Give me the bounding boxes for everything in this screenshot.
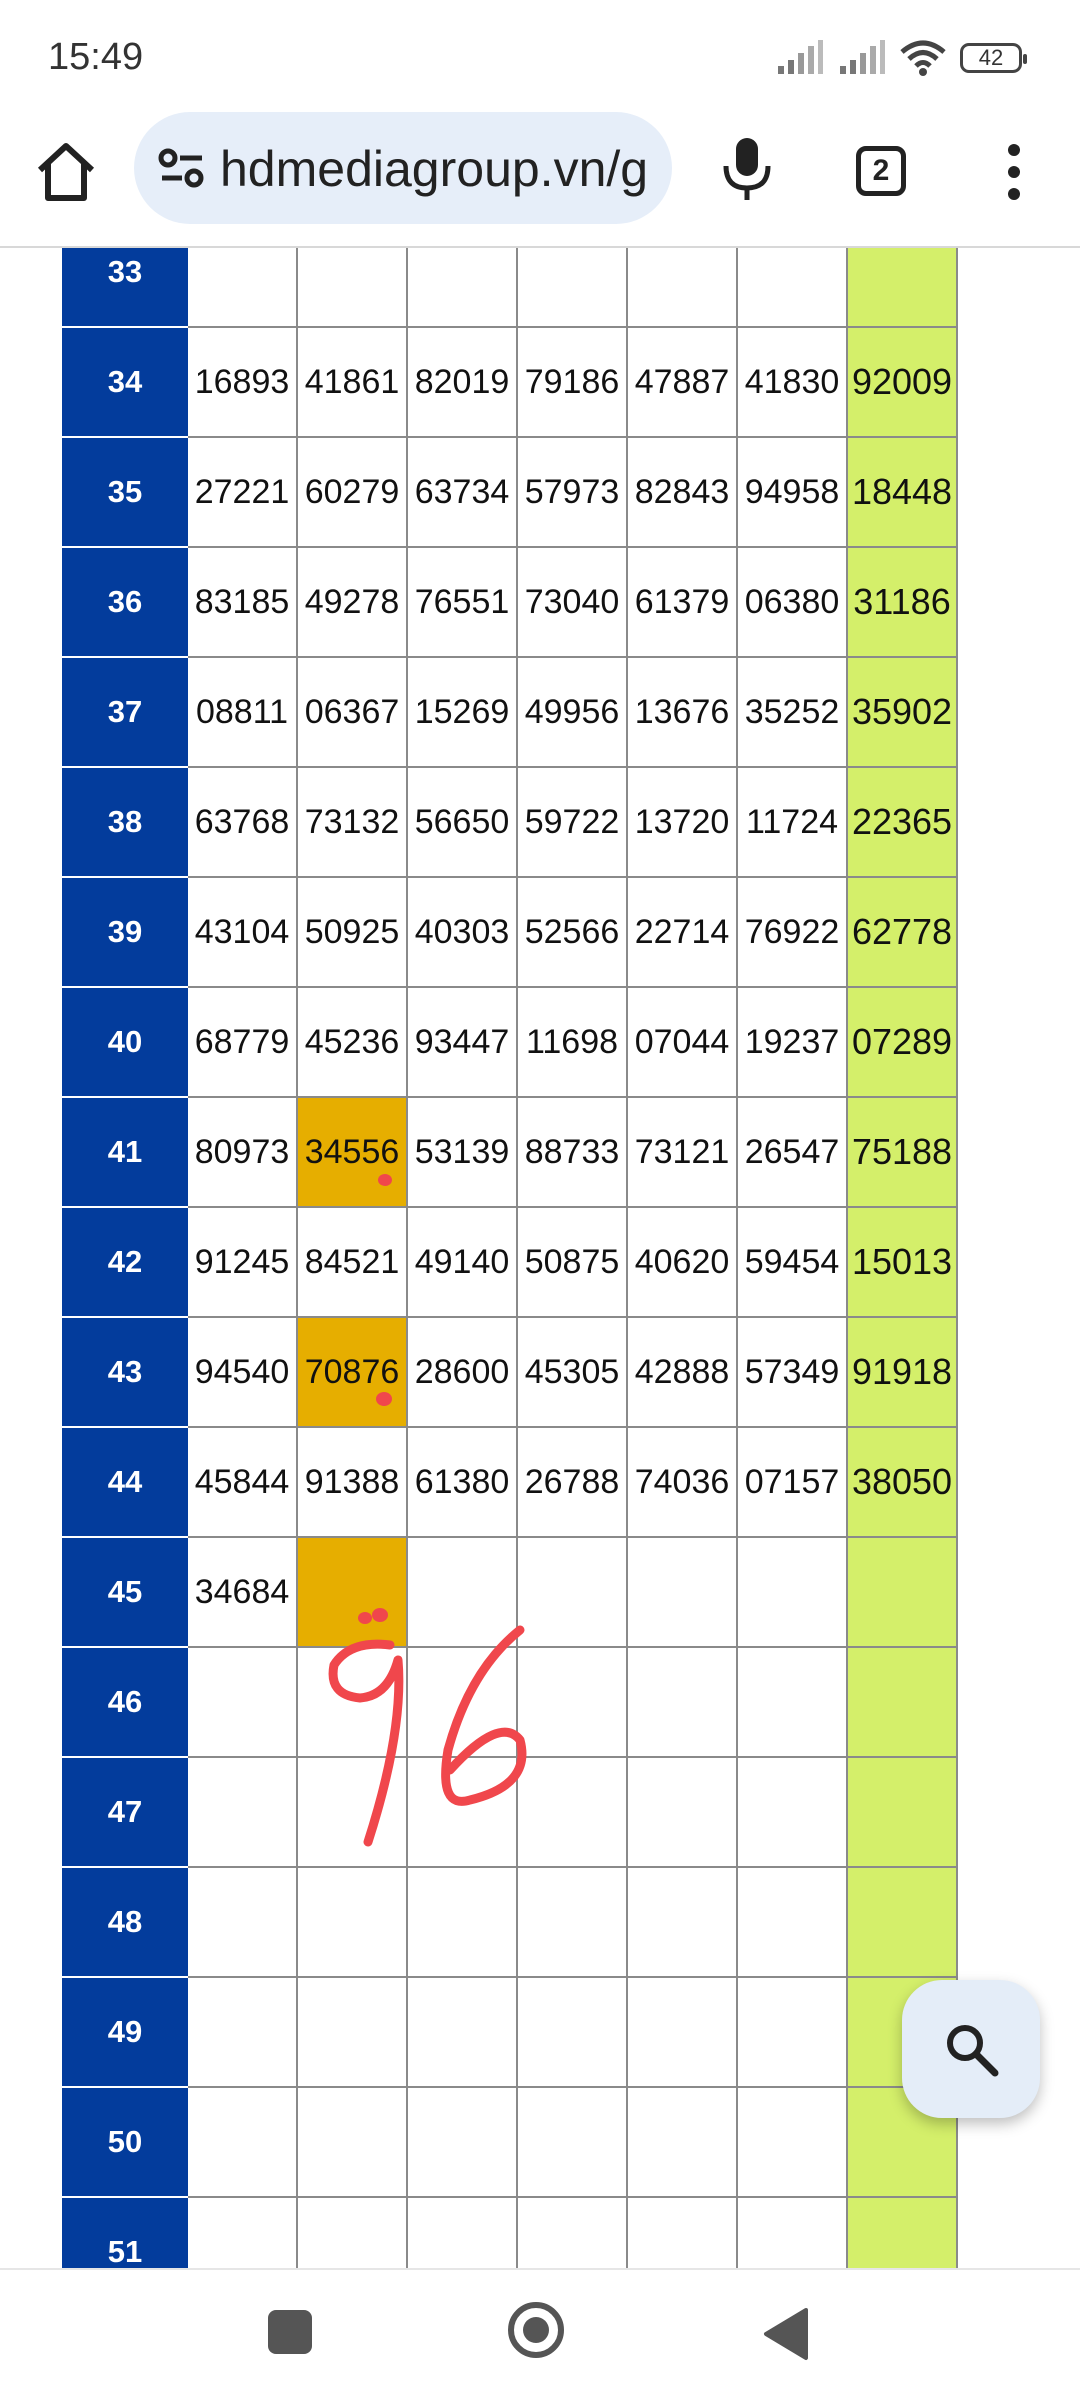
table-cell	[407, 1977, 517, 2087]
row-index: 45	[63, 1537, 187, 1647]
row-index: 37	[63, 657, 187, 767]
table-cell: 16893	[187, 327, 297, 437]
table-cell	[737, 1757, 847, 1867]
table-row	[63, 1427, 957, 1537]
row-index: 40	[63, 987, 187, 1097]
row-index: 35	[63, 437, 187, 547]
table-cell	[737, 2087, 847, 2197]
table-cell: 49278	[297, 547, 407, 657]
table-cell: 47887	[627, 327, 737, 437]
table-cell	[627, 1757, 737, 1867]
result-cell: 38050	[847, 1427, 957, 1537]
table-cell: 40620	[627, 1207, 737, 1317]
table-cell: 76922	[737, 877, 847, 987]
row-index: 39	[63, 877, 187, 987]
table-row	[63, 767, 957, 877]
table-cell	[627, 2087, 737, 2197]
table-cell: 41830	[737, 327, 847, 437]
table-cell: 74036	[627, 1427, 737, 1537]
result-cell: 15013	[847, 1207, 957, 1317]
result-cell	[847, 248, 957, 327]
table-cell: 50875	[517, 1207, 627, 1317]
results-table-viewport[interactable]	[0, 248, 1080, 2268]
row-index: 48	[63, 1867, 187, 1977]
table-cell: 60279	[297, 437, 407, 547]
table-cell: 73121	[627, 1097, 737, 1207]
table-cell: 76551	[407, 547, 517, 657]
table-row	[63, 1097, 957, 1207]
table-cell: 45844	[187, 1427, 297, 1537]
table-cell	[737, 2197, 847, 2268]
table-cell: 35252	[737, 657, 847, 767]
more-vert-icon[interactable]	[996, 142, 1032, 202]
wifi-icon	[900, 40, 946, 76]
table-cell: 26788	[517, 1427, 627, 1537]
table-cell: 63768	[187, 767, 297, 877]
table-cell	[187, 248, 297, 327]
nav-back-icon[interactable]	[760, 2306, 810, 2362]
tune-icon[interactable]	[156, 142, 208, 194]
address-bar[interactable]	[134, 112, 672, 224]
table-cell: 13720	[627, 767, 737, 877]
table-cell	[627, 1867, 737, 1977]
table-cell	[737, 1977, 847, 2087]
table-cell: 11724	[737, 767, 847, 877]
result-cell	[847, 1757, 957, 1867]
result-cell: 22365	[847, 767, 957, 877]
table-row	[63, 987, 957, 1097]
ink-mark: 34556	[298, 1098, 406, 1206]
table-cell: 79186	[517, 327, 627, 437]
table-cell: 49140	[407, 1207, 517, 1317]
table-row	[63, 2087, 957, 2197]
table-cell: 07044	[627, 987, 737, 1097]
table-cell: 94958	[737, 437, 847, 547]
row-index: 49	[63, 1977, 187, 2087]
table-cell	[187, 2087, 297, 2197]
result-cell	[847, 1537, 957, 1647]
table-cell	[407, 2087, 517, 2197]
table-cell	[187, 1867, 297, 1977]
signal-icon-2	[838, 40, 886, 76]
table-cell	[517, 2197, 627, 2268]
row-index: 34	[63, 327, 187, 437]
table-cell: 83185	[187, 547, 297, 657]
table-cell	[407, 1867, 517, 1977]
table-cell: 68779	[187, 987, 297, 1097]
table-cell	[627, 1977, 737, 2087]
row-index: 43	[63, 1317, 187, 1427]
table-cell	[627, 2197, 737, 2268]
nav-recents-icon[interactable]	[268, 2310, 312, 2354]
result-cell: 62778	[847, 877, 957, 987]
table-cell	[737, 1537, 847, 1647]
table-cell: 45236	[297, 987, 407, 1097]
table-cell: 08811	[187, 657, 297, 767]
table-row	[63, 327, 957, 437]
table-cell	[187, 1757, 297, 1867]
row-index: 33	[63, 248, 187, 327]
table-row	[63, 657, 957, 767]
url-text[interactable]: hdmediagroup.vn/g	[220, 141, 649, 197]
table-cell: 49956	[517, 657, 627, 767]
system-nav-bar	[0, 2268, 1080, 2402]
table-cell: 73132	[297, 767, 407, 877]
table-cell	[737, 1867, 847, 1977]
row-index: 51	[63, 2197, 187, 2268]
table-cell: 59722	[517, 767, 627, 877]
table-cell: 07157	[737, 1427, 847, 1537]
row-index: 41	[63, 1097, 187, 1207]
table-cell: 28600	[407, 1317, 517, 1427]
table-row	[63, 437, 957, 547]
table-cell: 22714	[627, 877, 737, 987]
highlighted-cell	[297, 1097, 407, 1207]
table-cell: 57349	[737, 1317, 847, 1427]
table-cell	[297, 2197, 407, 2268]
table-cell: 50925	[297, 877, 407, 987]
table-cell	[297, 1867, 407, 1977]
table-cell	[187, 1647, 297, 1757]
browser-toolbar	[0, 112, 1080, 246]
table-cell	[737, 1647, 847, 1757]
table-cell: 52566	[517, 877, 627, 987]
table-cell	[297, 2087, 407, 2197]
table-cell	[187, 2197, 297, 2268]
ink-mark: 70876	[298, 1318, 406, 1426]
table-cell	[297, 1977, 407, 2087]
handwritten-annotation	[320, 1620, 540, 1860]
table-cell: 59454	[737, 1207, 847, 1317]
tabs-icon[interactable]: 2	[856, 146, 906, 196]
ink-dot	[376, 1392, 392, 1406]
table-cell: 88733	[517, 1097, 627, 1207]
ink-dot	[378, 1174, 392, 1186]
home-icon[interactable]	[32, 138, 100, 206]
row-index: 46	[63, 1647, 187, 1757]
result-cell: 07289	[847, 987, 957, 1097]
table-cell	[737, 248, 847, 327]
result-cell: 35902	[847, 657, 957, 767]
result-cell: 18448	[847, 437, 957, 547]
table-cell: 15269	[407, 657, 517, 767]
table-cell: 34684	[187, 1537, 297, 1647]
results-table	[62, 248, 958, 2268]
table-row	[63, 1867, 957, 1977]
row-index: 42	[63, 1207, 187, 1317]
table-cell: 57973	[517, 437, 627, 547]
table-cell: 82843	[627, 437, 737, 547]
highlighted-cell	[297, 1317, 407, 1427]
table-cell: 73040	[517, 547, 627, 657]
result-cell: 92009	[847, 327, 957, 437]
row-index: 38	[63, 767, 187, 877]
status-bar	[0, 0, 1080, 112]
table-cell: 40303	[407, 877, 517, 987]
result-cell: 91918	[847, 1317, 957, 1427]
result-cell	[847, 2197, 957, 2268]
table-cell	[517, 2087, 627, 2197]
row-index: 47	[63, 1757, 187, 1867]
battery-indicator: 42	[960, 43, 1022, 73]
table-cell: 45305	[517, 1317, 627, 1427]
table-cell: 61380	[407, 1427, 517, 1537]
table-cell	[297, 248, 407, 327]
table-cell: 84521	[297, 1207, 407, 1317]
result-cell: 31186	[847, 547, 957, 657]
table-cell: 91388	[297, 1427, 407, 1537]
table-cell: 93447	[407, 987, 517, 1097]
table-cell: 80973	[187, 1097, 297, 1207]
table-row	[63, 1977, 957, 2087]
row-index: 36	[63, 547, 187, 657]
result-cell	[847, 1867, 957, 1977]
table-cell	[627, 1537, 737, 1647]
table-row	[63, 2197, 957, 2268]
table-cell: 61379	[627, 547, 737, 657]
table-cell: 82019	[407, 327, 517, 437]
table-cell: 19237	[737, 987, 847, 1097]
mic-icon[interactable]	[712, 134, 782, 204]
status-icons	[776, 34, 1022, 82]
row-index: 50	[63, 2087, 187, 2197]
search-icon	[941, 2019, 1001, 2079]
table-cell	[627, 1647, 737, 1757]
table-cell: 43104	[187, 877, 297, 987]
table-cell: 26547	[737, 1097, 847, 1207]
table-cell: 63734	[407, 437, 517, 547]
table-cell: 13676	[627, 657, 737, 767]
table-cell: 41861	[297, 327, 407, 437]
table-cell	[407, 248, 517, 327]
table-cell	[627, 248, 737, 327]
table-cell: 42888	[627, 1317, 737, 1427]
table-cell: 06367	[297, 657, 407, 767]
result-cell	[847, 1647, 957, 1757]
search-button[interactable]	[902, 1980, 1040, 2118]
nav-home-icon[interactable]	[506, 2300, 566, 2360]
signal-icon	[776, 40, 824, 76]
table-cell: 11698	[517, 987, 627, 1097]
table-cell: 94540	[187, 1317, 297, 1427]
table-cell: 06380	[737, 547, 847, 657]
row-index: 44	[63, 1427, 187, 1537]
table-row	[63, 1207, 957, 1317]
table-cell: 56650	[407, 767, 517, 877]
table-cell	[517, 248, 627, 327]
table-cell	[187, 1977, 297, 2087]
table-row	[63, 877, 957, 987]
table-cell: 27221	[187, 437, 297, 547]
table-row	[63, 547, 957, 657]
table-cell: 91245	[187, 1207, 297, 1317]
table-row	[63, 248, 957, 327]
clock: 15:49	[48, 36, 144, 78]
table-row	[63, 1317, 957, 1427]
table-cell: 53139	[407, 1097, 517, 1207]
table-cell	[517, 1977, 627, 2087]
table-cell	[407, 2197, 517, 2268]
result-cell: 75188	[847, 1097, 957, 1207]
table-cell	[517, 1867, 627, 1977]
